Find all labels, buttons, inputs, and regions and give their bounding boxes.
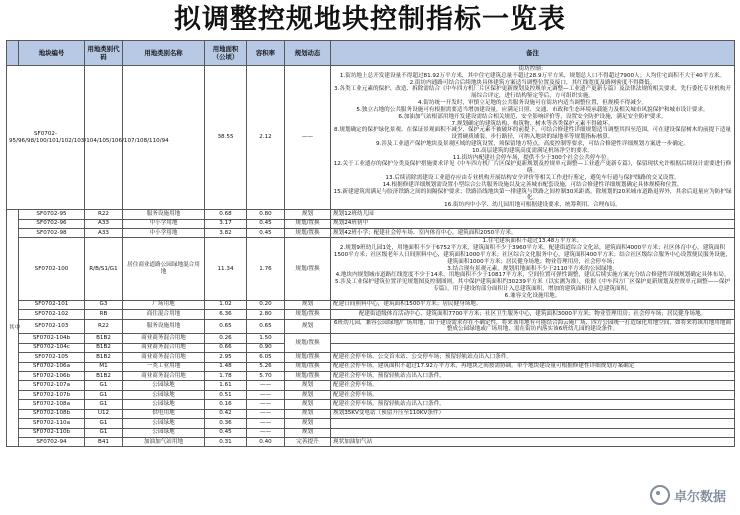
table-row — [7, 381, 735, 390]
watermark — [650, 485, 726, 505]
cell-action: 规划/置换 — [285, 310, 331, 319]
table-row — [7, 238, 735, 300]
cell-remark: 现状加油加气站 — [331, 438, 735, 447]
remark-line: 配建街道级体育活动中心，建筑面积7700平方米；社区卫生服务中心，建筑面积3000平方米；物业管理用房；社会停车场；居民健身场地。 — [358, 310, 707, 317]
cell-action: 规划 — [285, 400, 331, 409]
cell-remark — [331, 419, 735, 428]
cell-land-name: 中小学用地 — [123, 228, 205, 237]
cell-remark: 配建日间照料中心，建筑面积1500平方米；居民健身场地。 — [331, 300, 735, 309]
cell-far: —— — [247, 419, 285, 428]
table-row — [7, 419, 735, 428]
indicator-table — [6, 40, 735, 447]
cell-far: —— — [247, 409, 285, 418]
cell-land-code: G1 — [85, 381, 123, 390]
cell-land-name: 公园绿地 — [123, 400, 205, 409]
cell-area: 6.36 — [205, 310, 247, 319]
header-area: 用地面积（公顷） — [205, 41, 247, 66]
cell-far: —— — [247, 390, 285, 399]
cell-action: 规划 — [285, 210, 331, 219]
main-remark-line: 6.加油加气站根部用地开发建设需结合相关规范、安全影响评价等，设置安全防护设施，满足安全防护要求。 — [398, 113, 667, 120]
cell-area: 1.78 — [205, 371, 247, 380]
cell-plot-id: SF0702-102 — [19, 310, 85, 319]
cell-plot-id: SF0702-107b — [19, 390, 85, 399]
cell-remark: 配建社会停车场。 — [331, 390, 735, 399]
cell-land-name: 加油加气站用地 — [123, 438, 205, 447]
cell-area: 0.65 — [205, 319, 247, 334]
main-remark-line: 16.街坊内中小学、幼儿园用地可根据建设要求，统筹利用、合理布局。 — [444, 202, 621, 209]
cell-plot-id: SF0702-110a — [19, 419, 85, 428]
cell-plot-id: SF0702-108b — [19, 409, 85, 418]
cell-remark: 配建社会停车场。 — [331, 381, 735, 390]
cell-land-name: 商业商务混合用地 — [123, 334, 205, 343]
cell-plot-id: SF0702-94 — [19, 438, 85, 447]
header-far: 容积率 — [247, 41, 285, 66]
header-group — [7, 41, 19, 66]
cell-action: 规划 — [285, 319, 331, 334]
cell-action: 规划 — [285, 409, 331, 418]
cell-land-code: G1 — [85, 390, 123, 399]
cell-land-name: 商业商务混合用地 — [123, 353, 205, 362]
cell-far: 1.50 — [247, 334, 285, 343]
main-remark-line: 11.街坊内配建社会停车场，提供不少于300个社会公共停车位。 — [452, 154, 613, 161]
cell-action: 规划 — [285, 381, 331, 390]
main-remark-line: 10.高层建筑的建筑高度需满足机场净空的要求。 — [472, 147, 593, 154]
cell-land-code: R22 — [85, 210, 123, 219]
cell-plot-id: SF0702-104c — [19, 343, 85, 352]
cell-far: 6.05 — [247, 353, 285, 362]
main-remark-line: 14.根据修建详细规划需设置小型综合公共服务设施以及完善城市配套设施，可结合修建性详细规划确定具体规模和位置。 — [382, 181, 683, 188]
cell-area: 0.51 — [205, 390, 247, 399]
group-label: 其中 — [7, 210, 19, 447]
table-row — [7, 362, 735, 371]
main-remark-line: 13.后续清除需建设工业遗存应由专业机构开展结构安全评价等相关工作进行鉴定，避免车行通与保护线路的交叉设置。 — [385, 175, 680, 181]
cell-remark — [331, 319, 735, 334]
cell-far: 0.40 — [247, 438, 285, 447]
main-remark-line: 4.街坊统一开发时，审慎立足地的公共服务设施可在街坊内适当调整位置，但规模不得减少。 — [417, 100, 648, 107]
header-action: 规划动态 — [285, 41, 331, 66]
cell-land-code: A33 — [85, 228, 123, 237]
cell-remark: 规划12班幼儿园 — [331, 210, 735, 219]
cell-land-code: B1B2 — [85, 353, 123, 362]
cell-action: 规划/置换 — [285, 334, 331, 353]
cell-land-name: 商业商务混合用地 — [123, 343, 205, 352]
cell-far: 1.76 — [247, 238, 285, 300]
table-row — [7, 371, 735, 380]
cell-action: 规划/置换 — [285, 362, 331, 371]
cell-land-code: R22 — [85, 319, 123, 334]
cell-land-name: 服务设施用地 — [123, 319, 205, 334]
cell-action: 规划 — [285, 390, 331, 399]
table-row — [7, 319, 735, 334]
cell-far: —— — [247, 428, 285, 437]
cell-action: 规划/置换 — [285, 219, 331, 228]
cell-land-name: 公园绿地 — [123, 419, 205, 428]
cell-far: 0.90 — [247, 343, 285, 352]
remark-line: 1.住宅建筑面积不超过13.48万平方米。 — [482, 238, 583, 245]
main-plot-id: SF0702-95/96/98/100/101/102/103/104/105/106/107/108/110/94 — [7, 66, 85, 210]
cell-land-name: 中小学用地 — [123, 219, 205, 228]
cell-remark — [331, 343, 735, 352]
cell-area: 0.16 — [205, 400, 247, 409]
cell-action: 规划 — [285, 419, 331, 428]
cell-far: 5.26 — [247, 362, 285, 371]
table-row — [7, 409, 735, 418]
cell-land-name: 公园绿地 — [123, 428, 205, 437]
cell-land-code: G1 — [85, 428, 123, 437]
cell-plot-id: SF0702-107a — [19, 381, 85, 390]
table-row — [7, 228, 735, 237]
cell-plot-id: SF0702-106a — [19, 362, 85, 371]
cell-land-code: U12 — [85, 409, 123, 418]
cell-remark — [331, 310, 735, 319]
cell-action: 规划/置换 — [285, 228, 331, 237]
cell-area: 1.02 — [205, 300, 247, 309]
cell-action: 完善提升 — [285, 438, 331, 447]
cell-far: —— — [247, 400, 285, 409]
cell-plot-id: SF0702-110b — [19, 428, 85, 437]
cell-far: 0.20 — [247, 300, 285, 309]
cell-area: 0.42 — [205, 409, 247, 418]
cell-remark — [331, 428, 735, 437]
cell-land-name: 公园绿地 — [123, 390, 205, 399]
table-row — [7, 310, 735, 319]
cell-area: 0.45 — [205, 428, 247, 437]
table-row — [7, 343, 735, 352]
cell-remark: 规划24班初中 — [331, 219, 735, 228]
cell-land-code: B1B2 — [85, 334, 123, 343]
cell-area: 0.26 — [205, 334, 247, 343]
main-remark — [331, 66, 735, 210]
cell-land-name: 商业商务混合用地 — [123, 371, 205, 380]
cell-land-code: RB — [85, 310, 123, 319]
cell-plot-id: SF0702-96 — [19, 219, 85, 228]
cell-land-name: 公园绿地 — [123, 381, 205, 390]
cell-land-name: 居住商业道路公园绿地混合用地 — [123, 238, 205, 300]
cell-land-code: A33 — [85, 219, 123, 228]
remark-line: 2.规划9班幼儿园1处，用地面积不少于6752平方米，建筑面积不少于3960平方米。配建街道综合文化站，建筑面积4000平方米；社区体育中心，建筑面积1500平方米；社区级老年人日间照料中心，建筑面积1000平方米；社区综合文化服务中心，建筑面积400平方米；结合社区级综合服务中心设置便民服务设施，建筑面积1000平方米；居民健身场地；物业管理用房，社会停车场； — [333, 245, 732, 265]
cell-action: 规划/置换 — [285, 353, 331, 362]
main-remark-line: 15.新建建筑需满足与胶济铁路之间的间隔保护要求；铁路沿线地块第一排建筑与铁路之间控制30米距离，除规划的20米城市道路退界外，其余后退量应为防护绿化。 — [333, 188, 732, 202]
table-row — [7, 428, 735, 437]
main-far: 2.12 — [247, 66, 285, 210]
table-row — [7, 219, 735, 228]
cell-far: 0.45 — [247, 228, 285, 237]
cell-far: 0.65 — [247, 319, 285, 334]
cell-far: 2.80 — [247, 310, 285, 319]
cell-remark: 配建社会停车场，建筑面积不超过17.92万平方米，再地块之间按需协调。单个地块建设量可根据修建性详细规划方案确定 — [331, 362, 735, 371]
table-header-row — [7, 41, 735, 66]
cell-land-name: 商住混合用地 — [123, 310, 205, 319]
main-remark-line: 12.关于工业遗存的保护分类及保护措施要求详见《中车四方机厂片区保护更新规划及控规单元调整—工业遗产更新专篇》，保留现状允许根据后续设计需要进行修缮。 — [333, 161, 732, 175]
table-row — [7, 210, 735, 219]
main-remark-line: 1.街坊地上总开发建设量不得超过81.92万平方米，其中住宅建筑总量不超过28.9万平方米，规划总人口不得超过7900人；人均住宅面积不大于40平方米。 — [339, 72, 726, 79]
cell-area: 3.17 — [205, 219, 247, 228]
cell-action: 规划 — [285, 428, 331, 437]
cell-land-code: B1B2 — [85, 343, 123, 352]
watermark-text: 卓尔数据 — [673, 489, 726, 505]
cell-area: 1.61 — [205, 381, 247, 390]
cell-plot-id: SF0702-104b — [19, 334, 85, 343]
main-remark-line: 8.规划确定的保护绿化景观、在保证景观面积不减少、保护元素不被破坏的前提下，可结合修建性详细规划适当调整其四至范围，可在建设保留树木的前提下适量设置硬质铺装、步行路径，可纳入地块的绿地率等规划指标核算。 — [334, 127, 731, 141]
cell-plot-id: SF0702-100 — [19, 238, 85, 300]
cell-plot-id: SF0702-98 — [19, 228, 85, 237]
cell-remark: 规划35KV变电站（预留升压至110KV条件） — [331, 409, 735, 418]
cell-land-name: 服务设施用地 — [123, 210, 205, 219]
main-remark-line: 5.独立占地的公共服务设施可有根据需要适当增加建设量，应满足日照、交通、市政和生态环境承载能力及相关城市风貌保护和城市设计要求。 — [356, 106, 709, 113]
main-action: —— — [285, 66, 331, 210]
cell-plot-id: SF0702-95 — [19, 210, 85, 219]
header-plot-id: 地块编号 — [19, 41, 85, 66]
page-title: 拟调整控规地块控制指标一览表 — [174, 4, 566, 35]
cell-action: 规划 — [285, 300, 331, 309]
cell-area: 3.82 — [205, 228, 247, 237]
cell-remark: 配建社会停车场、公交首末站、公交停车场；预留轻轨站点出入口条件。 — [331, 353, 735, 362]
main-remark-line: 3.各类工业元素的保护、改造、拆除需结合《中车四方机厂片区保护更新规划及控规单元调整—工业遗产更新专篇》及法律法规的相关要求，先行委托专业机构开展综合评定，进行结构鉴定等后，方可组织实施。 — [334, 86, 731, 100]
cell-land-name: 供电用地 — [123, 409, 205, 418]
cell-land-name: 一类工业用地 — [123, 362, 205, 371]
cell-remark: 规划42班小学；配建社会停车场、室内体育中心，建筑面积2050平方米。 — [331, 228, 735, 237]
remark-line: 5.涉及工业保护建筑位置详见规划图及控制图则，其中保护建筑面积约30239平方米（以实测为准），依据《中车四方厂区保护更新规划及控规单元调整——保护专篇》，用于建设的部分面积计入总建筑面积，增加的建筑面积计入总建筑面积。 — [334, 279, 731, 293]
cell-plot-id: SF0702-108a — [19, 400, 85, 409]
cell-plot-id: SF0702-101 — [19, 300, 85, 309]
header-land-name: 用地类别名称 — [123, 41, 205, 66]
table-row — [7, 438, 735, 447]
cell-far: 0.80 — [247, 210, 285, 219]
cell-area: 0.36 — [205, 419, 247, 428]
table-row — [7, 353, 735, 362]
cell-action: 规划/置换 — [285, 238, 331, 300]
header-land-code: 用地类别代码 — [85, 41, 123, 66]
cell-area: 0.31 — [205, 438, 247, 447]
cell-land-name: 广场用地 — [123, 300, 205, 309]
cell-far: 5.70 — [247, 371, 285, 380]
remark-line: 6班幼儿园，兼容公园绿地/广场用地，由于建设需求存在不确定性，将来该用地有可能结合海云庵广场、四方公园统一打造绿化用地空间，如将来将该用地用地调整成公园绿地或广场用地，需在街坊内落实该6班幼儿园的建设条件。 — [333, 319, 731, 333]
cell-plot-id: SF0702-103 — [19, 319, 85, 334]
main-remark-line: 2.街坊内通路可结合后续地块具体建筑方案适当调整位置及接口，其红线宽度及路网密度不得降低。 — [409, 79, 656, 86]
main-remark-line: 街坊控制： — [518, 66, 547, 72]
remark-line: 3.结合现有景观元素，规划用地面积不少于2110平方米的公园绿地。 — [447, 265, 618, 272]
cell-area: 0.66 — [205, 343, 247, 352]
main-remark-line: 9.涉及工业遗产保护地块及景观区域的建筑设置，须保留地方特点，高度控制等要求，可结合修建性详细规划方案进一步确定。 — [376, 140, 689, 147]
watermark-logo-icon — [650, 485, 670, 505]
cell-plot-id: SF0702-105 — [19, 353, 85, 362]
cell-land-code: M1 — [85, 362, 123, 371]
cell-area: 2.95 — [205, 353, 247, 362]
table-row — [7, 390, 735, 399]
cell-area: 1.48 — [205, 362, 247, 371]
cell-area: 11.34 — [205, 238, 247, 300]
cell-remark: 配建社会停车场，预留轻轨站点出入口条件。 — [331, 400, 735, 409]
table-row — [7, 334, 735, 343]
cell-land-code: G3 — [85, 300, 123, 309]
table-row — [7, 400, 735, 409]
table-row — [7, 300, 735, 309]
main-remark-line: 7.规划确定的建筑结构、构筑物、树木等各类保护元素不得破坏。 — [451, 120, 614, 127]
remark-line: 6.兼容文化设施用地。 — [504, 292, 561, 299]
cell-area: 0.68 — [205, 210, 247, 219]
cell-action: 规划/置换 — [285, 371, 331, 380]
cell-land-code: B1B2 — [85, 371, 123, 380]
cell-land-code: B41 — [85, 438, 123, 447]
header-remark: 备注 — [331, 41, 735, 66]
cell-far: —— — [247, 381, 285, 390]
main-area: 38.55 — [205, 66, 247, 210]
remark-line: 4.地块内规划城市道路红线宽度不少于14米，用地面积不少于10817平方米，空间位置可弹性调整，建议后续实施方案充分结合修建性详细规划确定具体布局。 — [335, 272, 730, 279]
cell-remark — [331, 334, 735, 343]
cell-plot-id: SF0702-106b — [19, 371, 85, 380]
cell-land-code: G1 — [85, 400, 123, 409]
cell-far: 0.45 — [247, 219, 285, 228]
cell-land-code: R/B/S1/G1 — [85, 238, 123, 300]
cell-remark: 配建社会停车场，预留轻轨站点出入口条件。 — [331, 371, 735, 380]
table-row-main — [7, 66, 735, 210]
cell-land-code: G1 — [85, 419, 123, 428]
cell-remark — [331, 238, 735, 300]
